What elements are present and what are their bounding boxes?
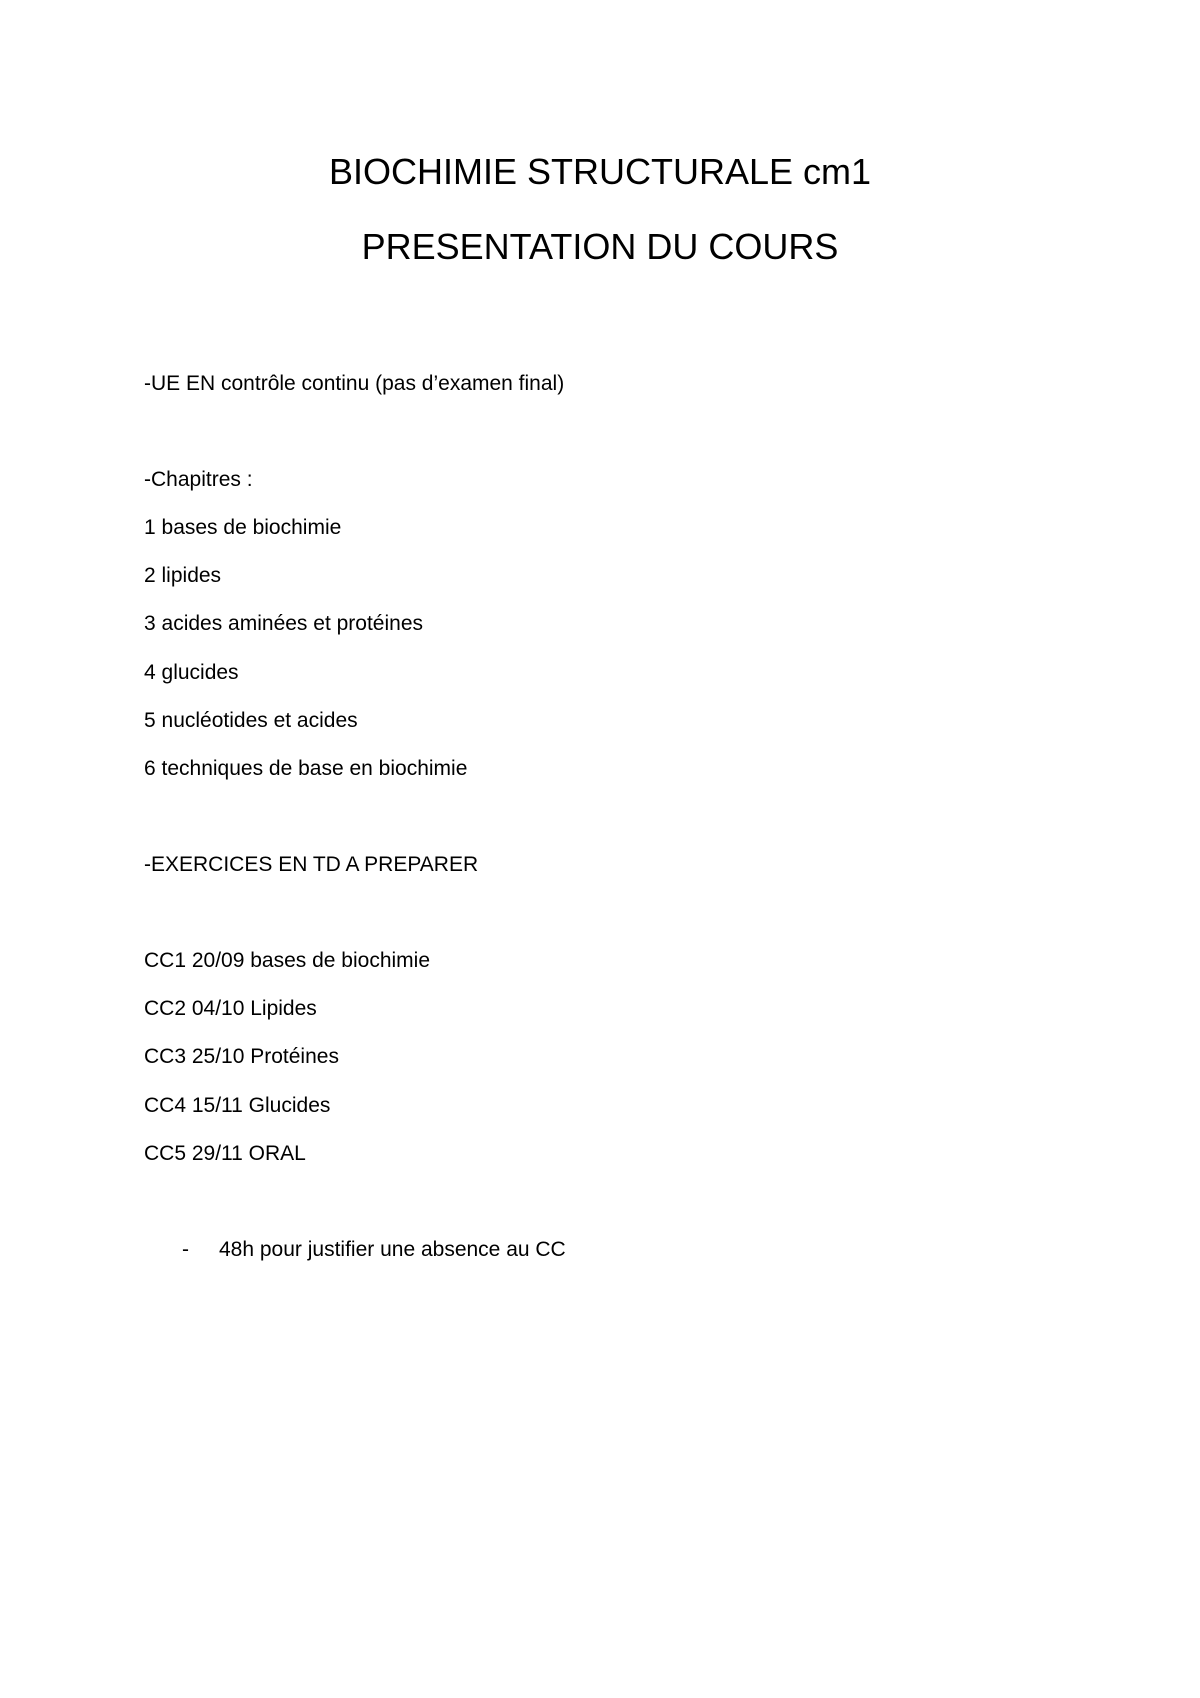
chapter-item: 5 nucléotides et acides (144, 709, 358, 732)
chapter-item: 1 bases de biochimie (144, 516, 342, 539)
ue-note: -UE EN contrôle continu (pas d’examen final) (144, 372, 565, 395)
assessment-item: CC5 29/11 ORAL (144, 1142, 306, 1165)
chapter-item: 3 acides aminées et protéines (144, 612, 423, 635)
document-title: BIOCHIMIE STRUCTURALE cm1 (328, 151, 872, 192)
absence-note: 48h pour justifier une absence au CC (219, 1238, 566, 1261)
chapters-heading: -Chapitres : (144, 468, 253, 491)
assessment-item: CC4 15/11 Glucides (144, 1094, 331, 1117)
chapter-item: 4 glucides (144, 661, 239, 684)
chapter-item: 6 techniques de base en biochimie (144, 757, 468, 780)
document-subtitle: PRESENTATION DU COURS (361, 226, 839, 267)
chapter-item: 2 lipides (144, 564, 222, 587)
assessment-item: CC2 04/10 Lipides (144, 997, 317, 1020)
bullet-dash: - (182, 1238, 189, 1261)
exercises-note: -EXERCICES EN TD A PREPARER (144, 853, 479, 876)
assessment-item: CC3 25/10 Protéines (144, 1045, 339, 1068)
assessment-item: CC1 20/09 bases de biochimie (144, 949, 431, 972)
